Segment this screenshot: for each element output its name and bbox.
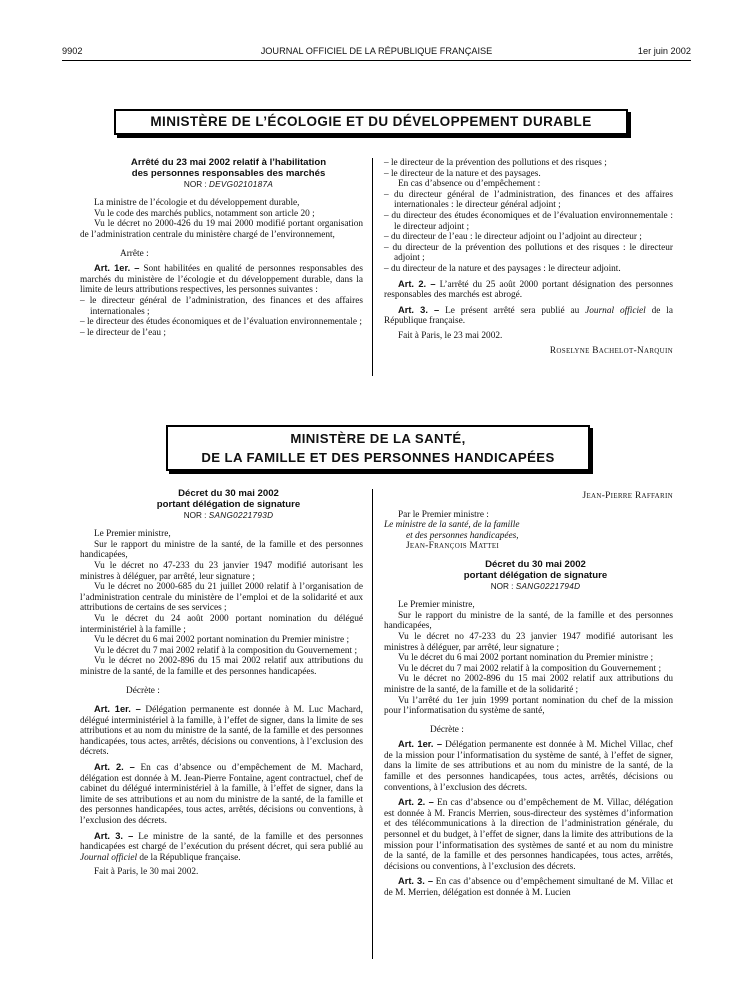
article-label: Art. 2. – [94, 762, 135, 773]
nor-code: DEVG0210187A [208, 179, 274, 189]
paragraph: Vu le décret no 47-233 du 23 janvier 1947 modifié autorisant les ministres à déléguer, par arrêté, leur signature ; [80, 560, 363, 582]
ministry-title: MINISTÈRE DE L’ÉCOLOGIE ET DU DÉVELOPPEMENT DURABLE [150, 114, 592, 129]
list-item: – du directeur de l’eau : le directeur adjoint ou l’adjoint au directeur ; [384, 232, 642, 243]
article-label: Art. 1er. – [398, 739, 443, 750]
column-divider [372, 158, 373, 376]
article-1: Art. 1er. – Délégation permanente est donnée à M. Luc Machard, délégué interministériel à la famille, à l’effet de signer, dans la limite de ses attributions et au nom du ministre de la santé, de la famille et des personnes handicapées, tous actes, arrêtés, décisions ou conventions, à l’exclusion des décrets. [80, 704, 363, 758]
arrete-ecology-right-column [384, 158, 673, 356]
column-divider [372, 489, 373, 959]
nor-code: SANG0221794D [515, 581, 581, 591]
article-label: Art. 1er. – [94, 704, 141, 715]
article-label: Art. 3. – [398, 876, 434, 887]
par-le-premier-ministre: Par le Premier ministre : [398, 509, 489, 520]
list-item: – le directeur de la prévention des pollutions et des risques ; [384, 158, 607, 168]
article-2: Art. 2. – En cas d’absence ou d’empêchement de M. Villac, délégation est donnée à M. Francis Merrien, sous-directeur des systèmes d’information et des télécommunications à la direction de l’administration générale, du personnel et du budget, à l’effet de signer, dans la limite des attributions de la mission pour l’informatisation des systèmes de santé et au nom du ministre de la santé, de la famille et des personnes handicapées, tous actes, arrêtés, décisions ou conventions, à l’exclusion des décrets. [384, 797, 673, 872]
paragraph: Sur le rapport du ministre de la santé, de la famille et des personnes handicapées, [384, 610, 673, 632]
paragraph: Vu le décret no 2000-426 du 19 mai 2000 modifié portant organisation de l’administration centrale du ministère chargé de l’environnement, [80, 219, 363, 240]
arrete-title-line2: des personnes responsables des marchés [131, 167, 326, 179]
fait-line: Fait à Paris, le 23 mai 2002. [398, 330, 503, 341]
paragraph: Vu le décret du 6 mai 2002 portant nomination du Premier ministre ; [398, 653, 654, 664]
list-item: – du directeur de la prévention des pollutions et des risques : le directeur adjoint ; [384, 242, 673, 264]
article-2: Art. 2. – L’arrêté du 25 août 2000 portant désignation des personnes responsables des marchés est abrogé. [384, 278, 673, 301]
paragraph: Vu le décret no 2002-896 du 15 mai 2002 relatif aux attributions du ministre de la santé, de la famille et de la solidarité ; [384, 674, 673, 695]
article-1: Art. 1er. – Délégation permanente est donnée à M. Michel Villac, chef de la mission pour l’informatisation du système de santé, à l’effet de signer, dans la limite de ses attributions et au nom du ministre de la santé, de la famille et des personnes handicapées, tous actes, arrêtés, décisions ou conventions, à l’exclusion des décrets. [384, 739, 673, 793]
issue-date: 1er juin 2002 [637, 46, 691, 56]
ministry-title-line1: MINISTÈRE DE LA SANTÉ, [290, 431, 466, 446]
nor-code: SANG0221793D [208, 510, 274, 520]
ministry-box-ecology [114, 109, 628, 135]
paragraph: Vu le décret no 2000-685 du 21 juillet 2000 relatif à l’organisation de l’administration centrale du ministère de l’emploi et de la solidarité et aux attributions de certains de ses services ; [80, 582, 363, 614]
journal-title: JOURNAL OFFICIEL DE LA RÉPUBLIQUE FRANÇAISE [260, 46, 493, 56]
decree-title-line1: Décret du 30 mai 2002 [178, 488, 279, 499]
paragraph: Vu le décret no 2002-896 du 15 mai 2002 relatif aux attributions du ministre de la santé, de la famille et des personnes handicapées. [80, 656, 363, 677]
decree-title-line1: Décret du 30 mai 2002 [485, 558, 586, 570]
paragraph: Le Premier ministre, [94, 529, 171, 540]
ministry-title-line2: DE LA FAMILLE ET DES PERSONNES HANDICAPÉES [201, 450, 555, 465]
fait-line: Fait à Paris, le 30 mai 2002. [94, 867, 199, 878]
paragraph: Le Premier ministre, [398, 600, 475, 611]
decree-nor: NOR : SANG0221793D [183, 510, 274, 520]
paragraph: Vu le décret no 47-233 du 23 janvier 1947 modifié autorisant les ministres à déléguer, par arrêté, leur signature ; [384, 631, 673, 653]
article-1: Art. 1er. – Sont habilitées en qualité de personnes responsables des marchés du ministère de l’écologie et du développement durable, dans la limite de leurs attributions respectives, les personnes suivantes : [80, 263, 363, 296]
paragraph: Sur le rapport du ministre de la santé, de la famille et des personnes handicapées, [80, 539, 363, 561]
list-item: – le directeur général de l’administration, des finances et des affaires internationales ; [80, 295, 363, 317]
list-item: – le directeur des études économiques et de l’évaluation environnementale ; [80, 317, 362, 328]
paragraph: Vu l’arrêté du 1er juin 1999 portant nomination du chef de la mission pour l’informatisation du système de santé, [384, 695, 673, 717]
header-rule [62, 60, 691, 61]
paragraph: Vu le décret du 6 mai 2002 portant nomination du Premier ministre ; [94, 635, 350, 646]
ministry-box-health [166, 425, 590, 471]
arrete-ecology-left-column [80, 158, 363, 338]
arrete-nor: NOR : DEVG0210187A [183, 179, 274, 189]
list-item: – le directeur de l’eau ; [80, 327, 166, 338]
decree-2-column [384, 491, 673, 899]
arrete-title-line1: Arrêté du 23 mai 2002 relatif à l’habilitation [130, 157, 327, 168]
article-3: Art. 3. – En cas d’absence ou d’empêchement simultané de M. Villac et de M. Merrien, délégation est donnée à M. Lucien [384, 876, 674, 898]
minister-title-line1: Le ministre de la santé, de la famille [384, 520, 520, 531]
article-2: Art. 2. – En cas d’absence ou d’empêchement de M. Machard, délégation est donnée à M. Jean-Pierre Fontaine, agent contractuel, chef de cabinet du délégué interministériel à la famille, à l’effet de signer, dans la limite de ses attributions et au nom du ministre de la santé, de la famille et des personnes handicapées, tous actes, arrêtés, décisions ou conventions, à l’exclusion des décrets. [80, 762, 363, 827]
list-item: – le directeur de la nature et des paysages. [384, 168, 541, 179]
decrete-heading: Décrète : [430, 724, 464, 735]
paragraph: Vu le code des marchés publics, notamment son article 20 ; [94, 208, 315, 219]
signature-prime-minister: Jean-Pierre Raffarin [582, 491, 673, 501]
paragraph: Vu le décret du 24 août 2000 portant nomination du délégué interministériel à la famille ; [80, 613, 363, 635]
article-label: Art. 3. – [94, 830, 134, 841]
decree-1-column [80, 489, 363, 878]
article-label: Art. 3. – [398, 304, 440, 315]
running-header [62, 46, 691, 60]
list-item: – du directeur de la nature et des paysages : le directeur adjoint. [384, 263, 621, 274]
decrete-heading: Décrète : [126, 685, 160, 696]
signature: Roselyne Bachelot-Narquin [549, 345, 673, 356]
decree-title-line2: portant délégation de signature [463, 569, 608, 581]
paragraph: La ministre de l’écologie et du développement durable, [94, 198, 300, 209]
signature-minister: Jean-François Mattei [406, 541, 500, 552]
article-3: Art. 3. – Le présent arrêté sera publié au Journal officiel de la République française. [384, 304, 674, 327]
page-number: 9902 [62, 46, 83, 56]
decree-title-line2: portant délégation de signature [156, 498, 301, 510]
article-label: Art. 2. – [398, 797, 434, 808]
article-label: Art. 2. – [398, 278, 436, 289]
list-item: – du directeur général de l’administration, des finances et des affaires internationales : le directeur général adjoint ; [384, 189, 673, 211]
article-3: Art. 3. – Le ministre de la santé, de la famille et des personnes handicapées est chargé de l’exécution du présent décret, qui sera publié au Journal officiel de la République française. [80, 830, 363, 863]
article-label: Art. 1er. – [94, 263, 140, 274]
list-item: – du directeur des études économiques et de l’évaluation environnementale : le directeur adjoint ; [384, 210, 673, 232]
minister-title-line2: et des personnes handicapées, [406, 530, 519, 541]
paragraph: Vu le décret du 7 mai 2002 relatif à la composition du Gouvernement ; [94, 645, 358, 656]
paragraph: Vu le décret du 7 mai 2002 relatif à la composition du Gouvernement ; [398, 663, 662, 674]
arrete-heading: Arrête : [120, 248, 149, 259]
paragraph: En cas d’absence ou d’empêchement : [398, 179, 541, 190]
decree-nor: NOR : SANG0221794D [490, 581, 581, 591]
